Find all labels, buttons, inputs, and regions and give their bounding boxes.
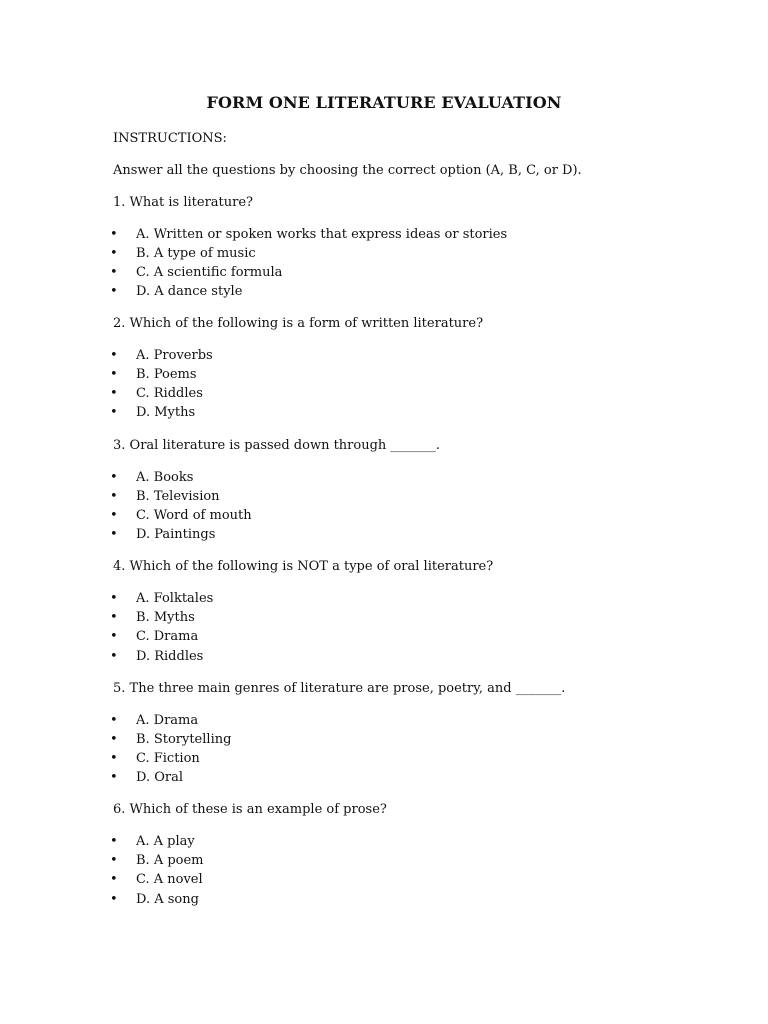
question-5-option-c: C. Fiction (136, 751, 200, 766)
question-4-option-b: B. Myths (136, 610, 195, 625)
bullet-icon: • (110, 284, 118, 299)
question-4-option-d: D. Riddles (136, 649, 204, 664)
question-1-option-d: D. A dance style (136, 284, 243, 299)
question-1-option-a: A. Written or spoken works that express ideas or stories (136, 227, 508, 242)
bullet-icon: • (110, 834, 118, 849)
bullet-icon: • (110, 853, 118, 868)
bullet-icon: • (110, 489, 118, 504)
bullet-icon: • (110, 386, 118, 401)
question-3-option-d: D. Paintings (136, 527, 216, 542)
question-3-text: 3. Oral literature is passed down through _______. (113, 438, 441, 453)
question-5-option-a: A. Drama (136, 713, 199, 728)
bullet-icon: • (110, 508, 118, 523)
document-title: FORM ONE LITERATURE EVALUATION (206, 93, 562, 112)
bullet-icon: • (110, 732, 118, 747)
bullet-icon: • (110, 872, 118, 887)
question-4-text: 4. Which of the following is NOT a type of oral literature? (113, 559, 494, 574)
question-2-text: 2. Which of the following is a form of written literature? (113, 316, 484, 331)
bullet-icon: • (110, 405, 118, 420)
bullet-icon: • (110, 770, 118, 785)
question-6-option-d: D. A song (136, 892, 199, 907)
bullet-icon: • (110, 713, 118, 728)
question-2-option-d: D. Myths (136, 405, 196, 420)
question-3-option-c: C. Word of mouth (136, 508, 252, 523)
question-5-option-b: B. Storytelling (136, 732, 232, 747)
bullet-icon: • (110, 527, 118, 542)
bullet-icon: • (110, 892, 118, 907)
question-3-option-a: A. Books (136, 470, 194, 485)
question-1-option-c: C. A scientific formula (136, 265, 283, 280)
bullet-icon: • (110, 227, 118, 242)
question-2-option-b: B. Poems (136, 367, 197, 382)
bullet-icon: • (110, 591, 118, 606)
bullet-icon: • (110, 246, 118, 261)
instructions-heading: INSTRUCTIONS: (113, 131, 227, 146)
question-1-text: 1. What is literature? (113, 195, 254, 210)
instructions-text: Answer all the questions by choosing the correct option (A, B, C, or D). (113, 163, 582, 178)
bullet-icon: • (110, 610, 118, 625)
question-1-option-b: B. A type of music (136, 246, 256, 261)
question-2-option-c: C. Riddles (136, 386, 203, 401)
bullet-icon: • (110, 629, 118, 644)
question-6-option-c: C. A novel (136, 872, 203, 887)
bullet-icon: • (110, 265, 118, 280)
question-6-option-b: B. A poem (136, 853, 204, 868)
bullet-icon: • (110, 649, 118, 664)
question-2-option-a: A. Proverbs (136, 348, 213, 363)
bullet-icon: • (110, 367, 118, 382)
question-6-option-a: A. A play (136, 834, 195, 849)
question-5-option-d: D. Oral (136, 770, 184, 785)
bullet-icon: • (110, 751, 118, 766)
bullet-icon: • (110, 470, 118, 485)
question-3-option-b: B. Television (136, 489, 220, 504)
question-4-option-c: C. Drama (136, 629, 199, 644)
question-6-text: 6. Which of these is an example of prose? (113, 802, 387, 817)
question-5-text: 5. The three main genres of literature are prose, poetry, and _______. (113, 681, 566, 696)
bullet-icon: • (110, 348, 118, 363)
question-4-option-a: A. Folktales (136, 591, 214, 606)
